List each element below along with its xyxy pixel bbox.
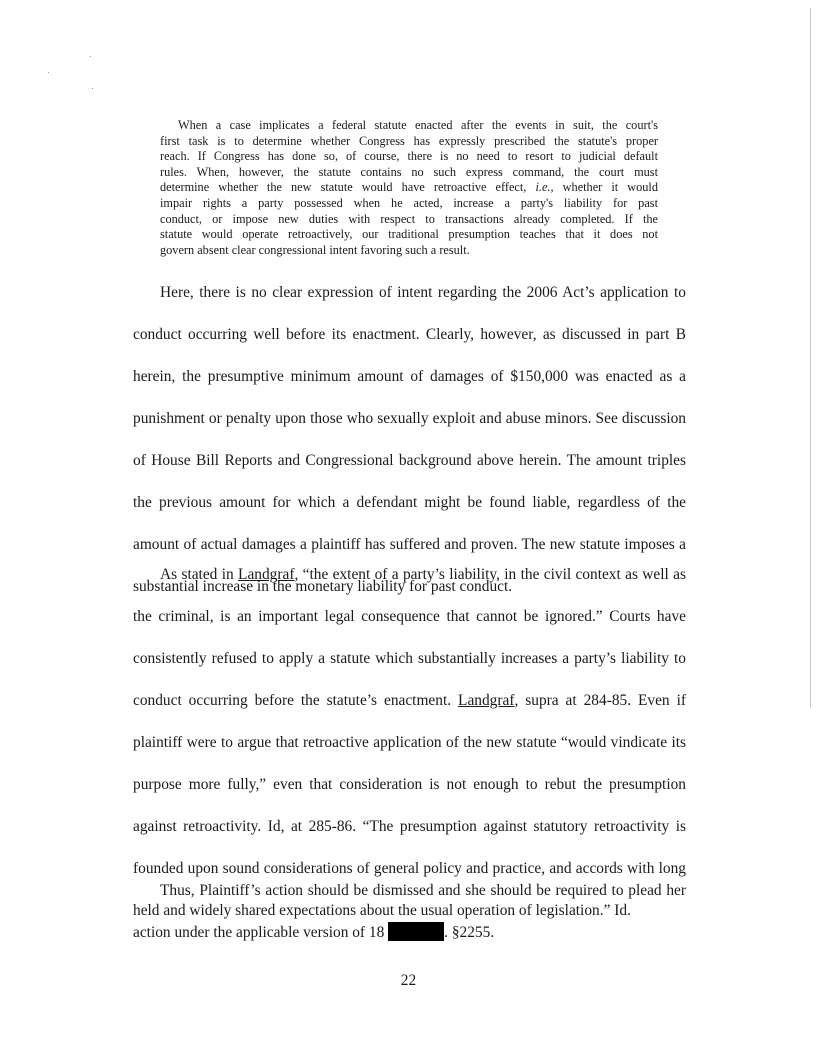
paragraph-1 <box>133 281 686 598</box>
quote-line: conduct, or impose new duties with respect to transactions already completed. If the <box>160 211 658 226</box>
paragraph-line: founded upon sound considerations of general policy and practice, and accords with long <box>133 860 686 877</box>
paragraph-line: of House Bill Reports and Congressional background above herein. The amount triples <box>133 452 686 469</box>
paragraph-line: punishment or penalty upon those who sexually exploit and abuse minors. See discussion <box>133 410 686 427</box>
quote-italic-text: i.e., <box>535 180 554 195</box>
quote-line: govern absent clear congressional intent favoring such a result. <box>160 242 470 257</box>
quote-line: impair rights a party possessed when he acted, increase a party's liability for past <box>160 195 658 210</box>
paragraph-text: conduct occurring before the statute’s enactment. <box>133 692 459 709</box>
quote-text: determine whether the new statute would have retroactive effect, <box>160 180 536 195</box>
paragraph-line: held and widely shared expectations about the usual operation of legislation.” Id. <box>133 902 631 919</box>
quote-line: reach. If Congress has done so, of course, there is no need to resort to judicial default <box>160 149 658 164</box>
quote-line: statute would operate retroactively, our traditional presumption teaches that it does not <box>160 227 658 242</box>
scan-speck <box>92 88 93 89</box>
case-citation: Landgraf <box>458 692 515 709</box>
paragraph-line: herein, the presumptive minimum amount of damages of $150,000 was enacted as a <box>133 368 686 385</box>
quote-line: When a case implicates a federal statute enacted after the events in suit, the court's <box>178 118 658 132</box>
page-edge-line <box>810 8 811 708</box>
paragraph-text: action under the applicable version of 18 <box>133 924 389 941</box>
page-number: 22 <box>400 972 417 989</box>
redaction-box <box>388 922 444 941</box>
paragraph-line: purpose more fully,” even that consideration is not enough to rebut the presumption <box>133 776 686 793</box>
paragraph-text: , “the extent of a party’s liability, in the civil context as well as <box>294 566 686 583</box>
block-quote <box>160 118 658 258</box>
paragraph-text: As stated in <box>160 566 239 583</box>
paragraph-text: , supra at 284-85. Even if <box>514 692 686 709</box>
paragraph-line: Thus, Plaintiff’s action should be dismissed and she should be required to plead her <box>160 882 686 899</box>
paragraph-line: plaintiff were to argue that retroactive application of the new statute “would vindicate its <box>133 734 686 751</box>
paragraph-3 <box>133 879 686 944</box>
paragraph-line: the previous amount for which a defendant might be found liable, regardless of the <box>133 494 686 511</box>
paragraph-line <box>133 689 686 712</box>
quote-line: first task is to determine whether Congress has expressly prescribed the statute's proper <box>160 133 658 148</box>
paragraph-line: conduct occurring well before its enactment. Clearly, however, as discussed in part B <box>133 326 686 343</box>
quote-text: whether it would <box>553 180 659 195</box>
paragraph-line <box>133 921 686 944</box>
quote-line <box>160 180 658 196</box>
paragraph-line: Here, there is no clear expression of intent regarding the 2006 Act’s application to <box>160 284 686 301</box>
paragraph-line: amount of actual damages a plaintiff has suffered and proven. The new statute imposes a <box>133 536 686 553</box>
paragraph-line: against retroactivity. Id, at 285-86. “The presumption against statutory retroactivity is <box>133 818 686 835</box>
case-citation: Landgraf <box>238 566 295 583</box>
paragraph-line: the criminal, is an important legal consequence that cannot be ignored.” Courts have <box>133 608 686 625</box>
paragraph-line: consistently refused to apply a statute which substantially increases a party’s liability to <box>133 650 686 667</box>
quote-line: rules. When, however, the statute contains no such express command, the court must <box>160 164 658 179</box>
paragraph-text: . §2255. <box>444 924 495 941</box>
paragraph-line <box>133 563 686 586</box>
paragraph-line: substantial increase in the monetary liability for past conduct. <box>133 578 513 595</box>
scan-speck <box>48 72 49 73</box>
paragraph-2 <box>133 563 686 922</box>
scan-speck <box>90 56 91 57</box>
